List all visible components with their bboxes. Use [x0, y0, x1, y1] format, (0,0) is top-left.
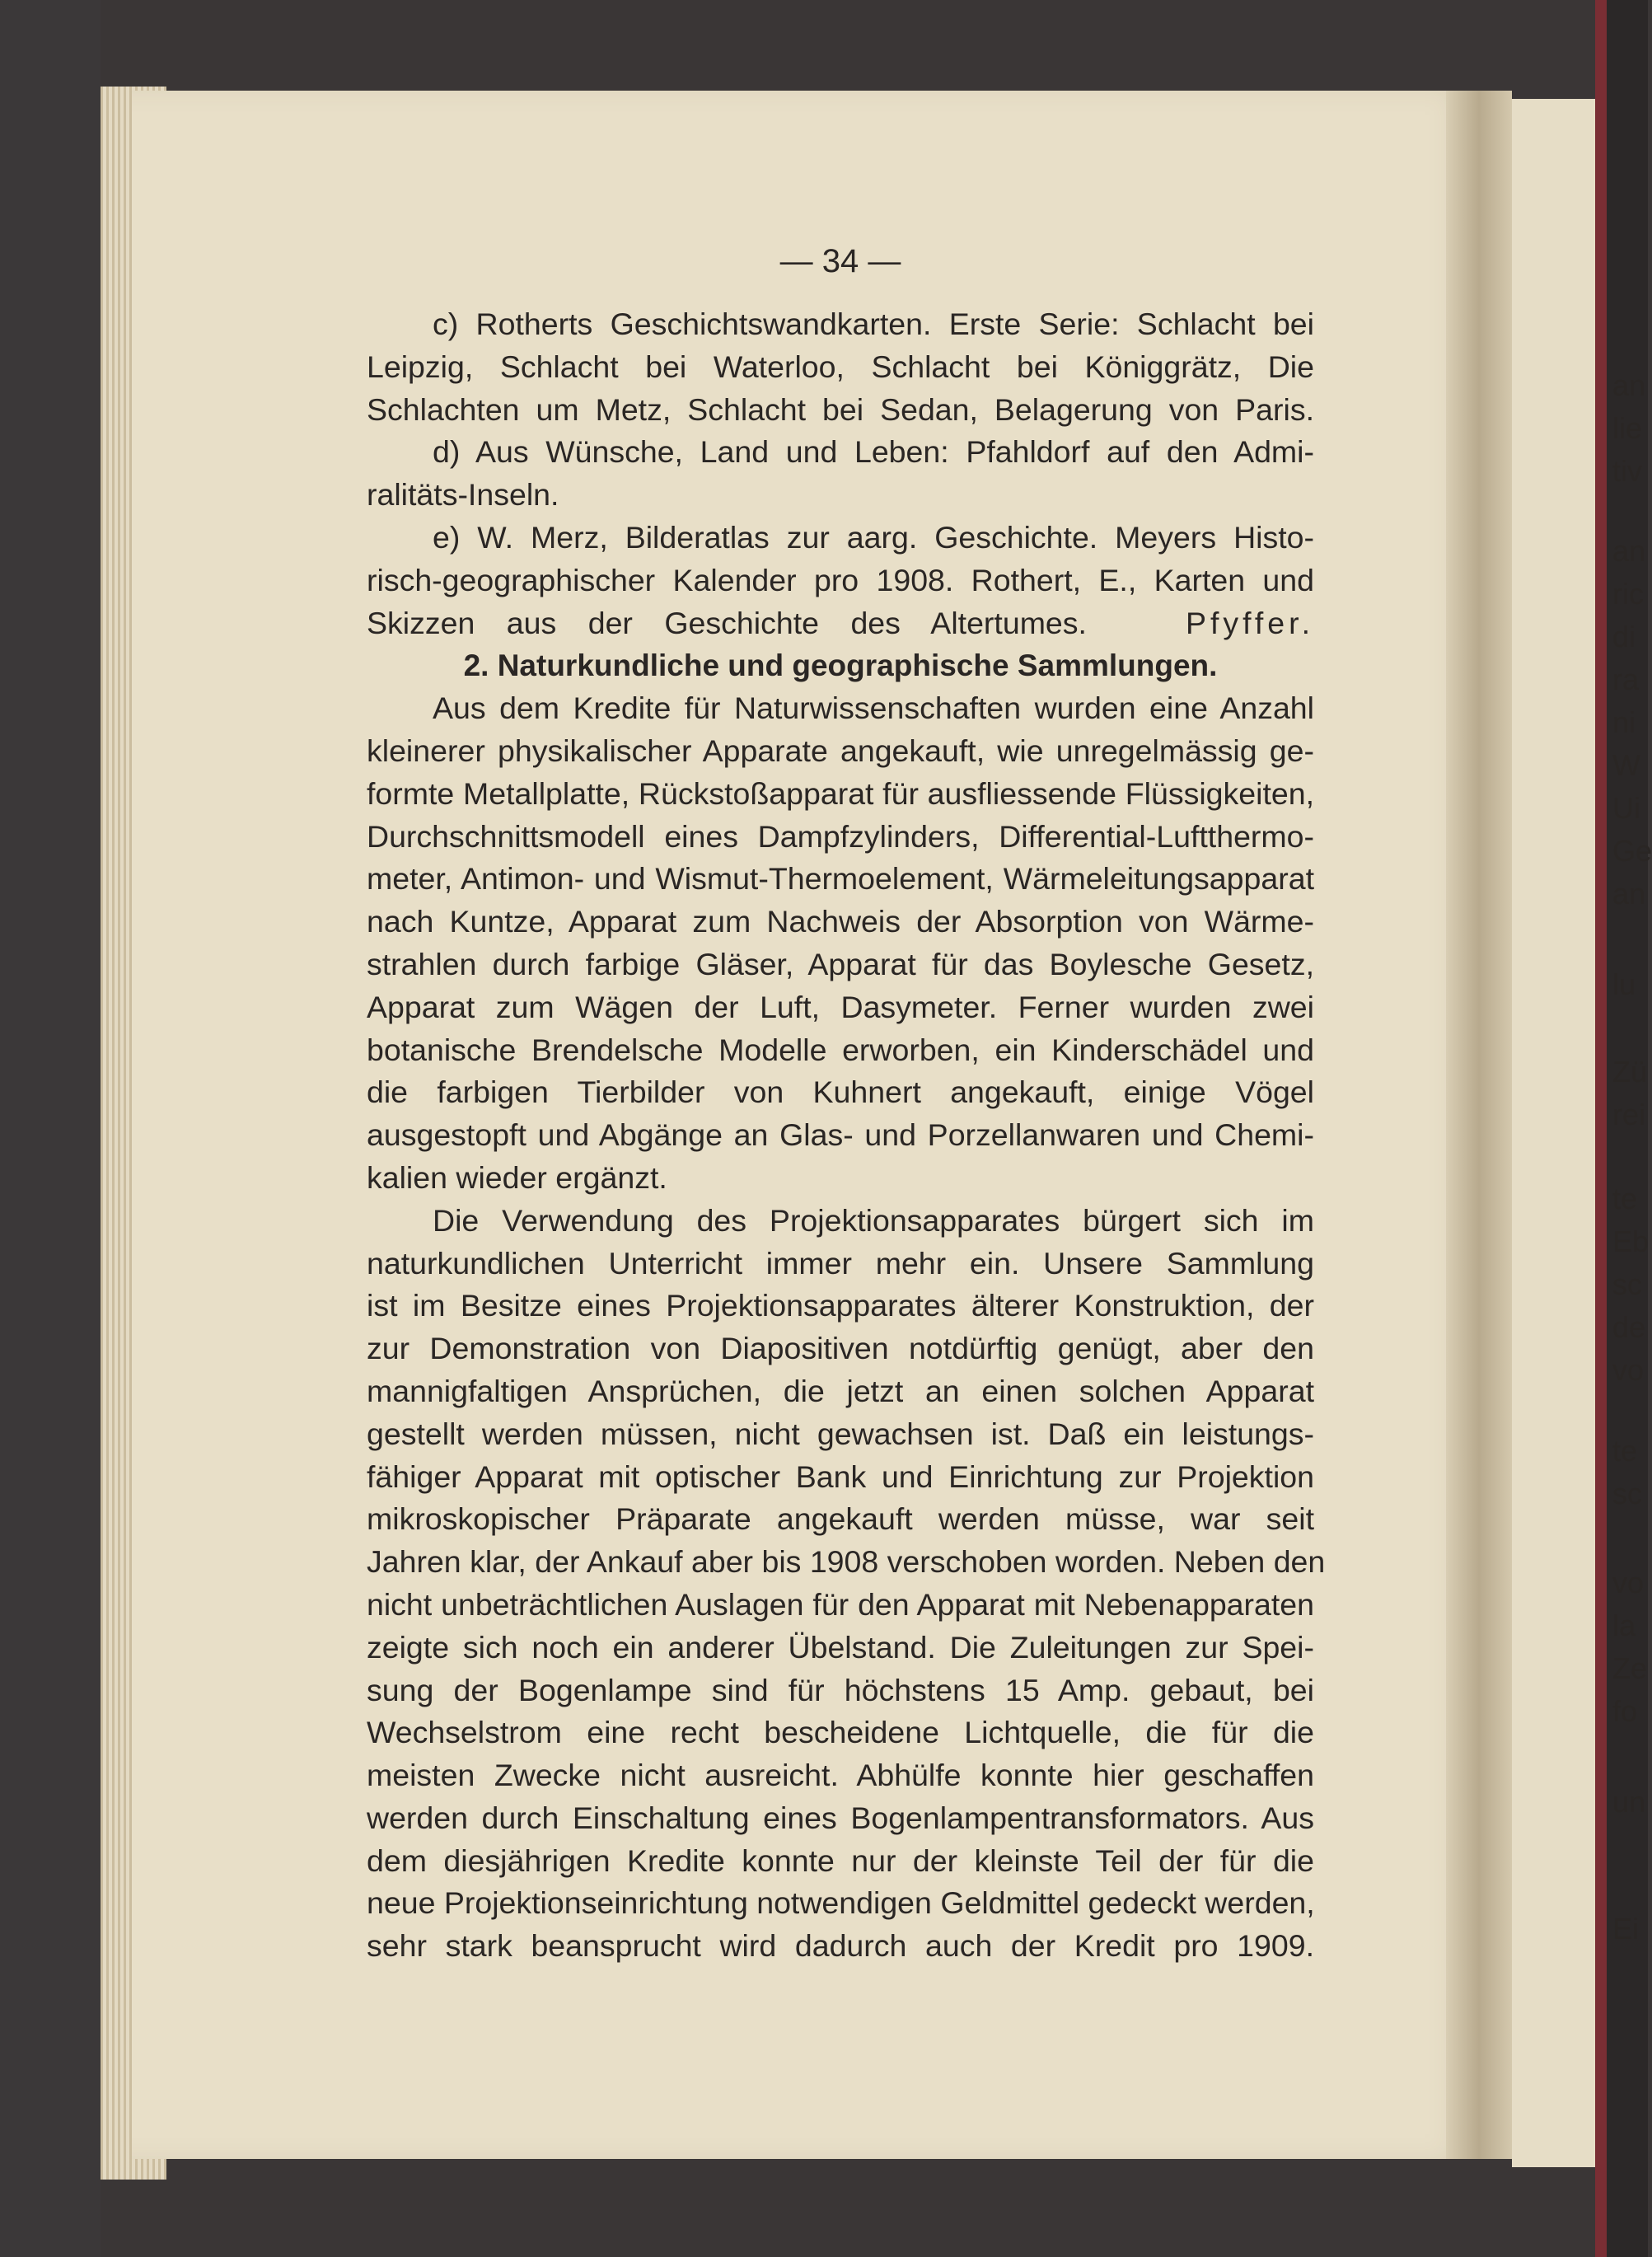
section-heading: 2. Naturkundliche und geographische Sammlungen. — [463, 649, 1218, 683]
fragment: te — [1612, 1434, 1638, 1468]
cover-edge — [1595, 0, 1607, 2257]
fragment: ric — [1612, 577, 1644, 611]
fragment: W — [1612, 748, 1640, 782]
fragment: an — [1612, 877, 1646, 911]
text-line-with-signature — [367, 602, 1314, 645]
text-line: botanische Brendelsche Modelle erworben, ein Kinderschädel und — [367, 1032, 1314, 1067]
text-line: neue Projektionseinrichtung notwendigen Geldmittel gedeckt werden, — [367, 1885, 1315, 1921]
text-line: ausgestopft und Abgänge an Glas- und Porzellanwaren und Chemi- — [367, 1117, 1314, 1153]
text-line: die farbigen Tierbilder von Kuhnert angekauft, einige Vögel — [367, 1075, 1314, 1110]
text-line: werden durch Einschaltung eines Bogenlampentransformators. Aus — [367, 1800, 1314, 1835]
text-line: ist im Besitze eines Projektionsapparates älterer Konstruktion, der — [367, 1288, 1314, 1323]
text-line: c) Rotherts Geschichtswandkarten. Erste Serie: Schlacht bei — [433, 307, 1314, 341]
fragment: di — [1612, 620, 1636, 653]
text-line: Aus dem Kredite für Naturwissenschaften wurden eine Anzahl — [433, 691, 1314, 726]
fragment: la — [1612, 1608, 1636, 1642]
fragment: sc — [1612, 1267, 1642, 1301]
text-line: nach Kuntze, Apparat zum Nachweis der Absorption von Wärme- — [367, 904, 1314, 939]
text-line: sung der Bogenlampe sind für höchstens 15 Amp. gebaut, bei — [367, 1672, 1314, 1707]
text-line: kalien wieder ergänzt. — [367, 1159, 667, 1195]
page-number: — 34 — — [779, 243, 901, 279]
text-line: gestellt werden müssen, nicht gewachsen ist. Daß ein leistungs- — [367, 1416, 1314, 1451]
text-line: Schlachten um Metz, Schlacht bei Sedan, Belagerung von Paris. — [367, 391, 1314, 427]
fragment: te — [1612, 1182, 1638, 1215]
text-line: Durchschnittsmodell eines Dampfzylinders, Differential-Luftthermo- — [367, 818, 1314, 854]
text-line: Apparat zum Wägen der Luft, Dasymeter. Ferner wurden zwei — [367, 989, 1314, 1024]
right-page-edge — [1512, 99, 1595, 2167]
scan-background-left — [0, 0, 101, 2257]
fragment: vo — [1612, 1566, 1645, 1599]
page-body — [367, 303, 1326, 1968]
text-line: zur Demonstration von Diapositiven notdürftig genügt, aber den — [367, 1331, 1314, 1366]
book-gutter — [1446, 91, 1512, 2159]
fragment: tiv — [1612, 454, 1642, 488]
text-line: nicht unbeträchtlichen Auslagen für den Apparat mit Nebenapparaten — [367, 1586, 1314, 1622]
fragment: rei — [1612, 1098, 1646, 1131]
fragment: Ge — [1612, 834, 1652, 868]
fragment: un — [1612, 1785, 1646, 1819]
text-line: risch-geographischer Kalender pro 1908. Rothert, E., Karten und — [367, 562, 1314, 597]
text-line: zeigte sich noch ein anderer Übelstand. Die Zuleitungen zur Spei- — [367, 1629, 1314, 1665]
fragment: de — [1612, 1310, 1646, 1344]
text-line: mannigfaltigen Ansprüchen, die jetzt an einen solchen Apparat — [367, 1373, 1314, 1408]
fragment: ra — [1612, 663, 1640, 696]
text-line: meisten Zwecke nicht ausreicht. Abhülfe konnte hier geschaffen — [367, 1758, 1314, 1793]
fragment: fo — [1612, 1694, 1638, 1728]
fragment: Ze — [1612, 1651, 1648, 1685]
text-line: Wechselstrom eine recht bescheidene Lichtquelle, die für die — [367, 1715, 1314, 1750]
fragment: sc — [1612, 1477, 1642, 1510]
text-line: naturkundlichen Unterricht immer mehr ein. Unsere Sammlung — [367, 1245, 1314, 1281]
signature: Pfyffer. — [1185, 605, 1314, 640]
fragment: Ui — [1612, 791, 1640, 825]
text-line: Jahren klar, der Ankauf aber bis 1908 verschoben worden. Neben den — [367, 1544, 1326, 1580]
fragment: Ei — [1612, 1912, 1640, 1946]
text-line: formte Metallplatte, Rückstoßapparat für ausfliessende Flüssigkeiten, — [367, 775, 1314, 811]
text-line: d) Aus Wünsche, Land und Leben: Pfahldorf auf den Admi- — [433, 434, 1314, 470]
fragment: an — [1612, 368, 1646, 402]
text-line: sehr stark beansprucht wird dadurch auch der Kredit pro 1909. — [367, 1928, 1314, 1964]
fragment: lu — [1612, 967, 1636, 1001]
text-line: kleinerer physikalischer Apparate angekauft, wie unregelmässig ge- — [367, 733, 1314, 768]
text-line: e) W. Merz, Bilderatlas zur aarg. Geschichte. Meyers Histo- — [433, 519, 1314, 555]
text-line: Die Verwendung des Projektionsapparates bürgert sich im — [433, 1202, 1314, 1238]
text-line: strahlen durch farbige Gläser, Apparat für das Boylesche Gesetz, — [367, 946, 1314, 981]
text-line: Leipzig, Schlacht bei Waterloo, Schlacht bei Königgrätz, Die — [367, 349, 1314, 384]
text-line: meter, Antimon- und Wismut-Thermoelement, Wärmeleitungsapparat — [367, 861, 1314, 897]
text-line: mikroskopischer Präparate angekauft werden müsse, war seit — [367, 1501, 1314, 1537]
fragment: Eb — [1612, 1224, 1650, 1258]
text-line: ralitäts-Inseln. — [367, 477, 559, 513]
text-line: dem diesjährigen Kredite konnte nur der kleinste Teil der für die — [367, 1843, 1314, 1878]
fragment: an — [1612, 534, 1646, 568]
fragment: Zü — [1612, 1055, 1648, 1089]
text-line: fähiger Apparat mit optischer Bank und Einrichtung zur Projektion — [367, 1459, 1314, 1494]
text-line: Skizzen aus der Geschichte des Altertumes. — [367, 605, 1087, 640]
fragment: ni — [1612, 705, 1636, 739]
fragment: lie — [1612, 411, 1643, 445]
fragment: vo — [1612, 1353, 1645, 1387]
